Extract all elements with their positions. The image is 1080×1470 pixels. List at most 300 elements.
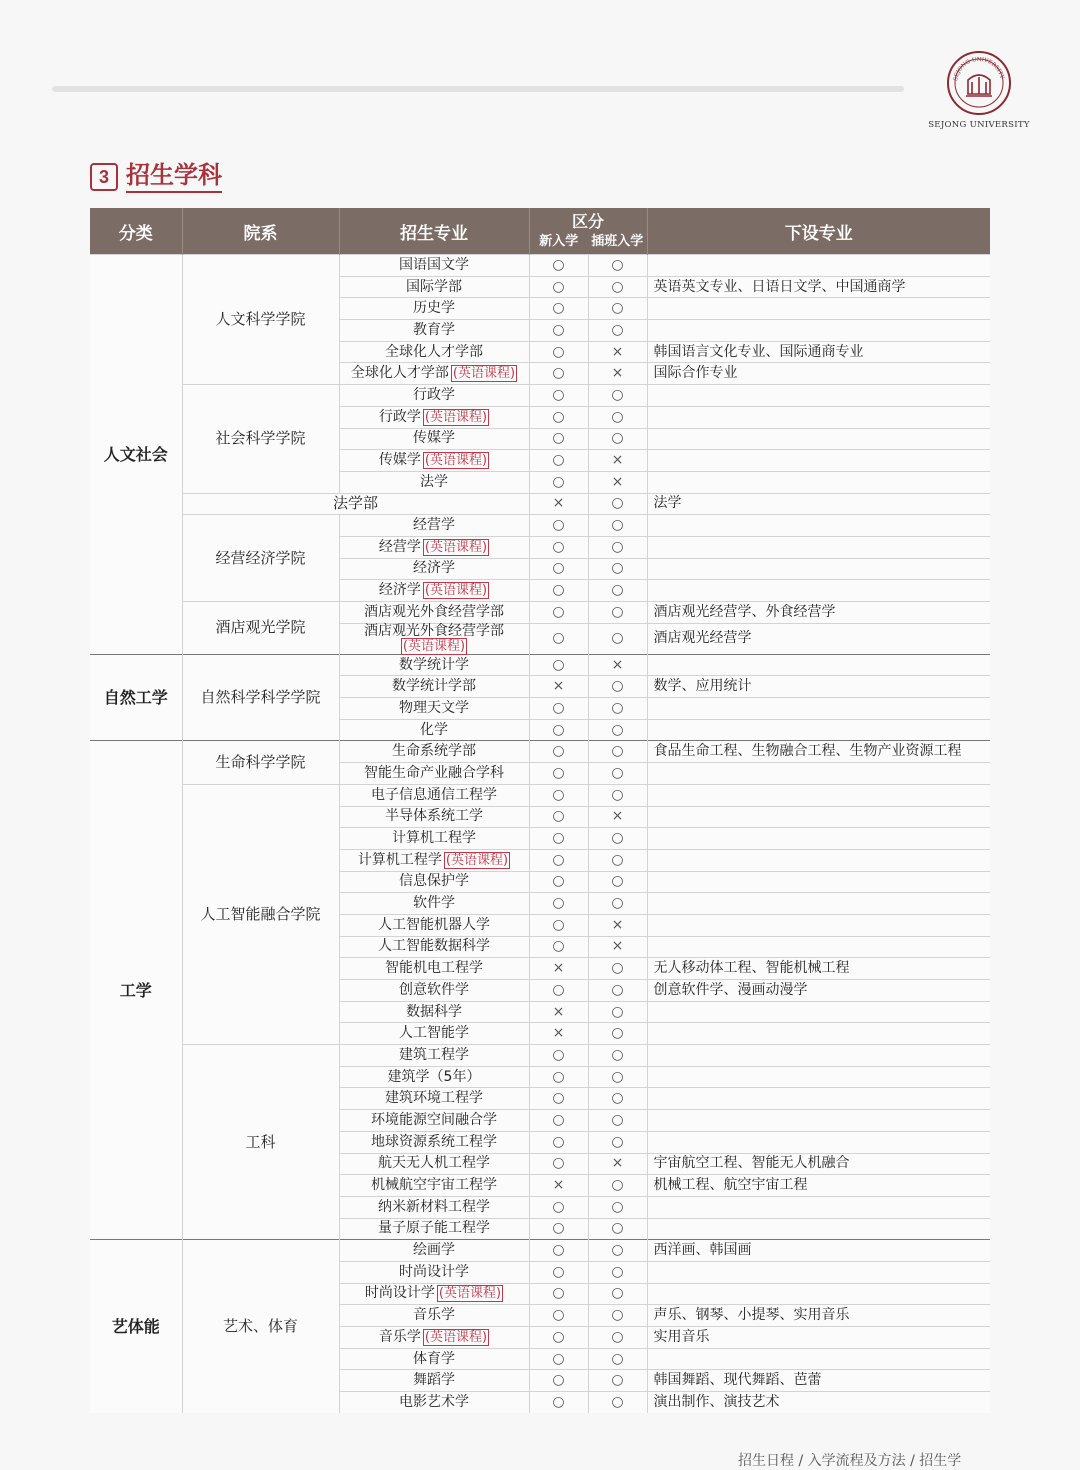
transfer-mark: × (588, 450, 647, 472)
table-header-row (90, 208, 990, 255)
freshman-mark: ○ (529, 914, 588, 936)
sub-major-cell (647, 1088, 990, 1110)
freshman-mark: ○ (529, 1110, 588, 1132)
sub-major-cell: 食品生命工程、生物融合工程、生物产业资源工程 (647, 741, 990, 763)
transfer-mark: ○ (588, 536, 647, 558)
major-cell (339, 980, 529, 1002)
college-cell: 人文科学学院 (182, 255, 339, 385)
college-cell: 经营经济学院 (182, 515, 339, 602)
sub-major-cell (647, 406, 990, 428)
sub-major-cell: 无人移动体工程、智能机械工程 (647, 958, 990, 980)
freshman-mark: ○ (529, 871, 588, 893)
freshman-mark: ○ (529, 980, 588, 1002)
sub-major-cell (647, 936, 990, 958)
english-course-tag: (英语课程) (424, 583, 488, 599)
major-cell (339, 1305, 529, 1327)
category-cell: 工学 (90, 741, 182, 1240)
english-course-tag: (英语课程) (445, 852, 509, 868)
sub-major-cell (647, 320, 990, 342)
sub-major-cell (647, 298, 990, 320)
major-name: 传媒学 (378, 452, 421, 469)
major-cell (339, 806, 529, 828)
sub-major-cell: 韩国舞蹈、现代舞蹈、芭蕾 (647, 1370, 990, 1392)
major-cell (339, 654, 529, 676)
sub-major-cell: 数学、应用统计 (647, 676, 990, 698)
major-name: 人工智能机器人学 (378, 916, 490, 933)
transfer-mark: ○ (588, 958, 647, 980)
english-course-tag: (英语课程) (424, 409, 488, 425)
major-name: 舞蹈学 (413, 1372, 455, 1389)
admission-majors-table (90, 208, 990, 1413)
freshman-mark: ○ (529, 255, 588, 277)
transfer-mark: × (588, 654, 647, 676)
major-cell (339, 320, 529, 342)
freshman-mark: ○ (529, 320, 588, 342)
transfer-mark: ○ (588, 1088, 647, 1110)
major-cell (339, 363, 529, 385)
major-cell (339, 341, 529, 363)
sub-major-cell (647, 806, 990, 828)
major-cell (339, 515, 529, 537)
transfer-mark: × (588, 471, 647, 493)
major-cell (339, 602, 529, 624)
freshman-mark: ○ (529, 1283, 588, 1305)
transfer-mark: × (588, 363, 647, 385)
transfer-mark: ○ (588, 1327, 647, 1349)
transfer-mark: ○ (588, 1348, 647, 1370)
college-cell: 社会科学学院 (182, 385, 339, 493)
major-name: 信息保护学 (399, 873, 469, 890)
transfer-mark: ○ (588, 255, 647, 277)
transfer-mark: × (588, 1153, 647, 1175)
sub-major-cell (647, 536, 990, 558)
sub-major-cell (647, 654, 990, 676)
freshman-mark: ○ (529, 1196, 588, 1218)
freshman-mark: ○ (529, 1392, 588, 1413)
transfer-mark: ○ (588, 515, 647, 537)
major-name: 时尚设计学 (399, 1263, 469, 1280)
major-cell (339, 676, 529, 698)
sub-major-cell: 酒店观光经营学 (647, 623, 990, 654)
major-cell (339, 1175, 529, 1197)
freshman-mark: ○ (529, 1153, 588, 1175)
major-name: 航天无人机工程学 (378, 1155, 490, 1172)
english-course-tag: (英语课程) (424, 539, 488, 555)
freshman-mark: ○ (529, 580, 588, 602)
sub-major-cell (647, 1196, 990, 1218)
sub-major-cell: 创意软件学、漫画动漫学 (647, 980, 990, 1002)
table-row (90, 255, 990, 277)
transfer-mark: ○ (588, 1110, 647, 1132)
header-major: 招生专业 (339, 208, 529, 255)
major-name: 创意软件学 (399, 981, 469, 998)
major-name: 传媒学 (413, 430, 455, 447)
major-name: 经济学 (378, 582, 421, 599)
category-cell: 艺体能 (90, 1240, 182, 1413)
freshman-mark: ○ (529, 363, 588, 385)
major-cell (339, 1370, 529, 1392)
transfer-mark: ○ (588, 406, 647, 428)
major-cell (339, 871, 529, 893)
major-name: 软件学 (413, 895, 455, 912)
freshman-mark: ○ (529, 385, 588, 407)
major-name: 全球化人才学部 (385, 343, 483, 360)
sub-major-cell (647, 828, 990, 850)
major-name: 音乐学 (413, 1307, 455, 1324)
freshman-mark: ○ (529, 341, 588, 363)
transfer-mark: ○ (588, 1175, 647, 1197)
major-cell (339, 1045, 529, 1067)
major-name: 教育学 (413, 321, 455, 338)
top-divider (52, 86, 904, 92)
college-cell: 自然科学科学学院 (182, 654, 339, 741)
table-row (90, 654, 990, 676)
sub-major-cell (647, 763, 990, 785)
transfer-mark: ○ (588, 1045, 647, 1067)
transfer-mark: ○ (588, 276, 647, 298)
major-cell (339, 1131, 529, 1153)
freshman-mark: ○ (529, 1066, 588, 1088)
sub-major-cell (647, 698, 990, 720)
major-name: 全球化人才学部 (350, 365, 449, 382)
major-name: 行政学 (378, 408, 421, 425)
sub-major-cell (647, 1045, 990, 1067)
major-cell (339, 1023, 529, 1045)
transfer-mark: ○ (588, 893, 647, 915)
major-name: 数学统计学 (399, 656, 469, 673)
transfer-mark: ○ (588, 385, 647, 407)
major-cell (339, 536, 529, 558)
freshman-mark: ○ (529, 1131, 588, 1153)
header-division (529, 208, 647, 255)
major-cell (339, 385, 529, 407)
section-title: 招生学科 (126, 160, 222, 193)
freshman-mark: ○ (529, 298, 588, 320)
header-freshman: 新入学 (539, 234, 579, 249)
freshman-mark: × (529, 1001, 588, 1023)
major-name: 半导体系统工学 (385, 808, 483, 825)
freshman-mark: ○ (529, 719, 588, 741)
transfer-mark: ○ (588, 298, 647, 320)
major-name: 量子原子能工程学 (378, 1220, 490, 1237)
table-row (90, 493, 990, 515)
freshman-mark: × (529, 958, 588, 980)
major-cell (339, 1283, 529, 1305)
freshman-mark: ○ (529, 450, 588, 472)
university-seal-logo (946, 50, 1012, 116)
transfer-mark: ○ (588, 763, 647, 785)
logo-caption: SEJONG UNIVERSITY (928, 120, 1030, 130)
major-cell (339, 1240, 529, 1262)
sub-major-cell: 演出制作、演技艺术 (647, 1392, 990, 1413)
sub-major-cell (647, 580, 990, 602)
freshman-mark: ○ (529, 784, 588, 806)
section-number: 3 (90, 163, 118, 191)
major-name: 纳米新材料工程学 (378, 1198, 490, 1215)
transfer-mark: × (588, 914, 647, 936)
major-name: 行政学 (413, 386, 455, 403)
sub-major-cell (647, 515, 990, 537)
freshman-mark: ○ (529, 1045, 588, 1067)
sub-major-cell (647, 1218, 990, 1240)
major-name: 音乐学 (378, 1328, 421, 1345)
sub-major-cell: 英语英文专业、日语日文学、中国通商学 (647, 276, 990, 298)
major-cell (339, 698, 529, 720)
major-cell (339, 406, 529, 428)
major-cell (339, 936, 529, 958)
major-cell (339, 580, 529, 602)
transfer-mark: ○ (588, 676, 647, 698)
freshman-mark: ○ (529, 515, 588, 537)
sub-major-cell (647, 450, 990, 472)
sub-major-cell (647, 1131, 990, 1153)
major-name: 生命系统学部 (392, 743, 476, 760)
major-name: 经营学 (413, 517, 455, 534)
major-name: 物理天文学 (399, 699, 469, 716)
major-cell (339, 255, 529, 277)
table-row (90, 385, 990, 407)
freshman-mark: × (529, 676, 588, 698)
freshman-mark: ○ (529, 893, 588, 915)
major-cell (339, 719, 529, 741)
sub-major-cell (647, 471, 990, 493)
transfer-mark: ○ (588, 623, 647, 654)
transfer-mark: ○ (588, 1305, 647, 1327)
major-cell (339, 1348, 529, 1370)
sub-major-cell: 国际合作专业 (647, 363, 990, 385)
transfer-mark: ○ (588, 1001, 647, 1023)
transfer-mark: ○ (588, 1392, 647, 1413)
freshman-mark: ○ (529, 1305, 588, 1327)
freshman-mark: ○ (529, 428, 588, 450)
freshman-mark: ○ (529, 471, 588, 493)
sub-major-cell: 西洋画、韩国画 (647, 1240, 990, 1262)
major-cell (339, 784, 529, 806)
sub-major-cell (647, 784, 990, 806)
sub-major-cell: 法学 (647, 493, 990, 515)
major-name: 人工智能数据科学 (378, 938, 490, 955)
sub-major-cell: 宇宙航空工程、智能无人机融合 (647, 1153, 990, 1175)
major-name: 数据科学 (406, 1003, 462, 1020)
sub-major-cell: 韩国语言文化专业、国际通商专业 (647, 341, 990, 363)
english-course-tag: (英语课程) (452, 366, 516, 382)
sub-major-cell: 声乐、钢琴、小提琴、实用音乐 (647, 1305, 990, 1327)
freshman-mark: ○ (529, 406, 588, 428)
major-cell (339, 1066, 529, 1088)
transfer-mark: ○ (588, 719, 647, 741)
freshman-mark: ○ (529, 936, 588, 958)
transfer-mark: ○ (588, 320, 647, 342)
freshman-mark: ○ (529, 654, 588, 676)
major-cell (339, 914, 529, 936)
major-cell (339, 276, 529, 298)
major-cell (339, 1088, 529, 1110)
sub-major-cell (647, 871, 990, 893)
english-course-tag: (英语课程) (424, 453, 488, 469)
transfer-mark: ○ (588, 493, 647, 515)
sub-major-cell (647, 255, 990, 277)
transfer-mark: ○ (588, 871, 647, 893)
transfer-mark: ○ (588, 849, 647, 871)
sub-major-cell: 酒店观光经营学、外食经营学 (647, 602, 990, 624)
freshman-mark: ○ (529, 558, 588, 580)
major-cell (339, 558, 529, 580)
sub-major-cell (647, 1283, 990, 1305)
major-name: 智能生命产业融合学科 (364, 764, 504, 781)
major-name: 数学统计学部 (392, 678, 476, 695)
english-course-tag: (英语课程) (438, 1286, 502, 1302)
table-row (90, 741, 990, 763)
transfer-mark: ○ (588, 1240, 647, 1262)
table-row (90, 784, 990, 806)
freshman-mark: ○ (529, 741, 588, 763)
major-name: 电子信息通信工程学 (371, 786, 497, 803)
transfer-mark: ○ (588, 1261, 647, 1283)
sub-major-cell (647, 1001, 990, 1023)
major-name: 建筑环境工程学 (385, 1090, 483, 1107)
major-cell (339, 958, 529, 980)
transfer-mark: ○ (588, 580, 647, 602)
table-row (90, 515, 990, 537)
major-name: 绘画学 (413, 1242, 455, 1259)
major-name: 经济学 (413, 560, 455, 577)
transfer-mark: ○ (588, 828, 647, 850)
header-transfer: 插班入学 (591, 234, 644, 249)
major-name: 地球资源系统工程学 (371, 1133, 497, 1150)
major-name: 机械航空宇宙工程学 (371, 1177, 497, 1194)
sub-major-cell (647, 849, 990, 871)
transfer-mark: ○ (588, 428, 647, 450)
freshman-mark: ○ (529, 828, 588, 850)
college-cell: 工科 (182, 1045, 339, 1240)
transfer-mark: ○ (588, 1196, 647, 1218)
major-cell (339, 1327, 529, 1349)
major-cell (339, 1001, 529, 1023)
sub-major-cell (647, 558, 990, 580)
freshman-mark: ○ (529, 849, 588, 871)
header-college: 院系 (182, 208, 339, 255)
major-name: 计算机工程学 (357, 851, 442, 868)
major-cell (339, 741, 529, 763)
freshman-mark: ○ (529, 1218, 588, 1240)
major-name: 国际学部 (406, 278, 462, 295)
sub-major-cell (647, 1261, 990, 1283)
freshman-mark: ○ (529, 763, 588, 785)
sub-major-cell (647, 1348, 990, 1370)
major-name: 电影艺术学 (399, 1393, 469, 1410)
major-name: 时尚设计学 (364, 1285, 435, 1302)
major-name: 国语国文学 (399, 256, 469, 273)
major-name: 法学 (420, 473, 448, 490)
header-sub-major: 下设专业 (647, 208, 990, 255)
college-cell: 生命科学学院 (182, 741, 339, 784)
header-division-label: 区分 (571, 212, 604, 231)
freshman-mark: ○ (529, 698, 588, 720)
major-cell (339, 623, 529, 654)
sub-major-cell (647, 1110, 990, 1132)
major-cell (339, 1153, 529, 1175)
major-cell (339, 1392, 529, 1413)
freshman-mark: ○ (529, 1088, 588, 1110)
major-name: 智能机电工程学 (385, 960, 483, 977)
freshman-mark: ○ (529, 276, 588, 298)
transfer-mark: ○ (588, 1283, 647, 1305)
transfer-mark: ○ (588, 698, 647, 720)
major-cell (339, 849, 529, 871)
major-cell (339, 471, 529, 493)
footer-breadcrumb: 招生日程 / 入学流程及方法 / 招生学 (738, 1453, 962, 1469)
transfer-mark: ○ (588, 784, 647, 806)
major-cell (339, 1196, 529, 1218)
freshman-mark: × (529, 1175, 588, 1197)
sub-major-cell (647, 385, 990, 407)
transfer-mark: ○ (588, 1066, 647, 1088)
category-cell: 人文社会 (90, 255, 182, 655)
transfer-mark: ○ (588, 741, 647, 763)
transfer-mark: × (588, 341, 647, 363)
freshman-mark: ○ (529, 536, 588, 558)
freshman-mark: ○ (529, 1240, 588, 1262)
freshman-mark: ○ (529, 602, 588, 624)
college-cell: 酒店观光学院 (182, 602, 339, 655)
major-name: 体育学 (413, 1350, 455, 1367)
sub-major-cell: 机械工程、航空宇宙工程 (647, 1175, 990, 1197)
major-name: 酒店观光外食经营学部 (364, 622, 504, 639)
transfer-mark: ○ (588, 1370, 647, 1392)
freshman-mark: × (529, 493, 588, 515)
table-row (90, 602, 990, 624)
category-cell: 自然工学 (90, 654, 182, 741)
college-cell: 法学部 (182, 493, 529, 515)
major-cell (339, 298, 529, 320)
sub-major-cell (647, 1066, 990, 1088)
major-name: 历史学 (413, 300, 455, 317)
transfer-mark: ○ (588, 980, 647, 1002)
freshman-mark: ○ (529, 1327, 588, 1349)
sub-major-cell (647, 719, 990, 741)
english-course-tag: (英语课程) (402, 638, 466, 654)
freshman-mark: ○ (529, 1261, 588, 1283)
transfer-mark: × (588, 806, 647, 828)
major-cell (339, 1110, 529, 1132)
major-name: 酒店观光外食经营学部 (364, 603, 504, 620)
header-category: 分类 (90, 208, 182, 255)
freshman-mark: ○ (529, 806, 588, 828)
major-cell (339, 763, 529, 785)
major-name: 化学 (420, 721, 448, 738)
sub-major-cell (647, 914, 990, 936)
freshman-mark: ○ (529, 1370, 588, 1392)
transfer-mark: ○ (588, 1023, 647, 1045)
major-cell (339, 1261, 529, 1283)
major-cell (339, 428, 529, 450)
transfer-mark: ○ (588, 1218, 647, 1240)
freshman-mark: ○ (529, 623, 588, 654)
college-cell: 人工智能融合学院 (182, 784, 339, 1044)
freshman-mark: × (529, 1023, 588, 1045)
major-name: 建筑工程学 (399, 1046, 469, 1063)
table-row (90, 1240, 990, 1262)
major-cell (339, 893, 529, 915)
major-name: 人工智能学 (399, 1025, 469, 1042)
major-name: 环境能源空间融合学 (371, 1111, 497, 1128)
sub-major-cell: 实用音乐 (647, 1327, 990, 1349)
major-name: 建筑学（5年） (387, 1068, 481, 1085)
major-cell (339, 1218, 529, 1240)
english-course-tag: (英语课程) (424, 1329, 488, 1345)
transfer-mark: × (588, 936, 647, 958)
section-heading (90, 160, 222, 193)
